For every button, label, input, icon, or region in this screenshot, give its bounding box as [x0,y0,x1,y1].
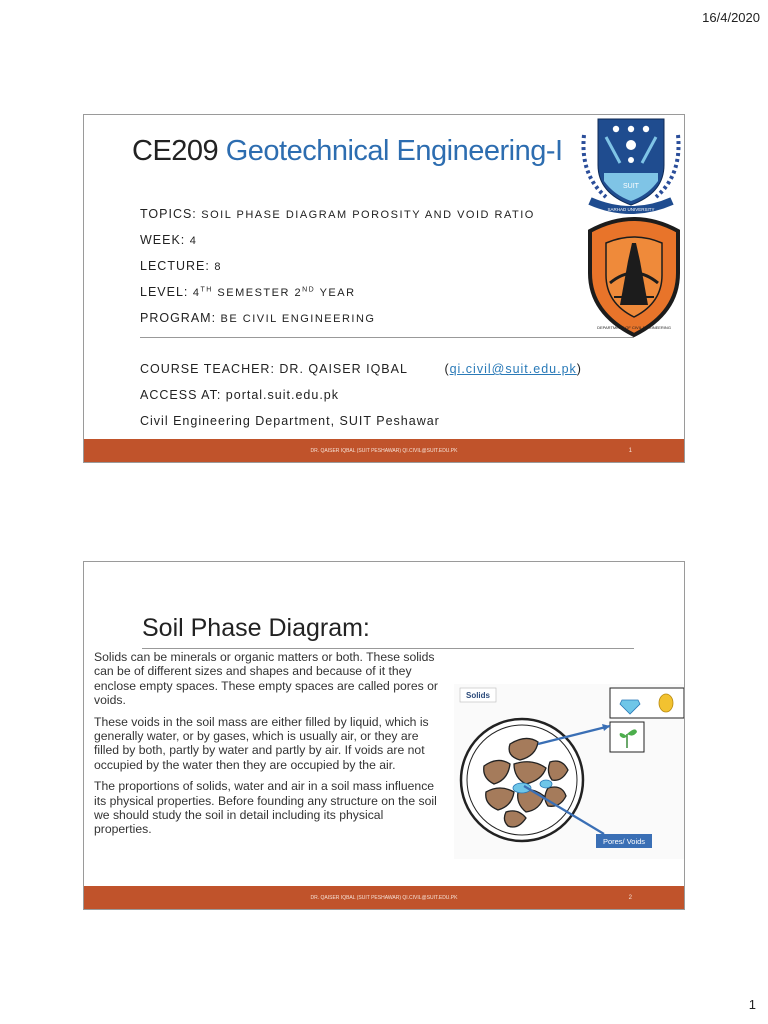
access-info: ACCESS AT: portal.suit.edu.pk [140,388,339,402]
program-value: BE CIVIL ENGINEERING [220,313,376,325]
course-code: CE209 [132,135,219,167]
pores-label: Pores/ Voids [602,837,646,846]
solids-label: Solids [465,691,491,700]
university-logo [576,115,685,215]
footer-text: DR. QAISER IQBAL (SUIT PESHAWAR) QI.CIVIL@SUIT.EDU.PK [310,894,458,901]
lecture-row [140,259,222,273]
program-label: PROGRAM: [140,311,217,325]
topics-label: TOPICS: [140,207,197,221]
slide-2 [83,561,685,910]
course-teacher: COURSE TEACHER: DR. QAISER IQBAL (qi.civil@suit.edu.pk) [140,362,582,376]
logo-bottom-ring-text: DEPARTMENT OF CIVIL ENGINEERING [597,325,671,330]
program-row [140,311,375,325]
course-name: Geotechnical Engineering-I [225,135,563,167]
logo-top-text: SUIT [623,183,639,190]
level-row [140,285,356,299]
logo-top-ring-text: SARHAD UNIVERSITY [607,207,655,212]
week-label: WEEK: [140,233,186,247]
level-value: 4TH SEMESTER 2ND YEAR [192,286,356,299]
paragraph: The proportions of solids, water and air in a soil mass influence its physical properties. Before founding any structure on the soil we should study the soil in detail including its physical properties. [94,779,437,837]
teacher-email-link[interactable]: qi.civil@suit.edu.pk [449,362,577,376]
page-number: 1 [748,997,756,1012]
slide-title: Soil Phase Diagram: [142,614,370,642]
slide-body [94,650,444,844]
lecture-value: 8 [214,261,222,273]
week-row [140,233,197,247]
slide-number: 1 [628,447,632,454]
divider [140,337,634,338]
gold-nugget-icon [659,694,673,712]
paragraph: These voids in the soil mass are either filled by liquid, which is generally water, or by gases, which is usually air, or they are filled by both, partly by water and partly by air. If voids are not occupied by the water then they are occupied by the air. [94,714,429,772]
page-date: 16/4/2020 [702,10,760,25]
paragraph: Solids can be minerals or organic matters or both. These solids can be of different sizes and shapes and because of it they enclose empty spaces. These empty spaces are called pores or voids. [94,650,438,708]
lecture-label: LECTURE: [140,259,210,273]
slide-1 [83,114,685,463]
topics-value: SOIL PHASE DIAGRAM POROSITY AND VOID RATIO [201,209,535,221]
week-value: 4 [189,235,198,247]
footer-text: DR. QAISER IQBAL (SUIT PESHAWAR) QI.CIVIL@SUIT.EDU.PK [310,447,458,454]
soil-phase-figure [454,684,685,859]
slide-number: 2 [628,894,632,901]
slide-footer [84,886,684,909]
slide-footer [84,439,684,462]
topics-row [140,207,535,221]
department-logo [584,213,684,338]
title-rule [142,648,634,649]
level-label: LEVEL: [140,285,189,299]
slide-title [132,135,563,168]
department-info: Civil Engineering Department, SUIT Peshawar [140,414,440,428]
